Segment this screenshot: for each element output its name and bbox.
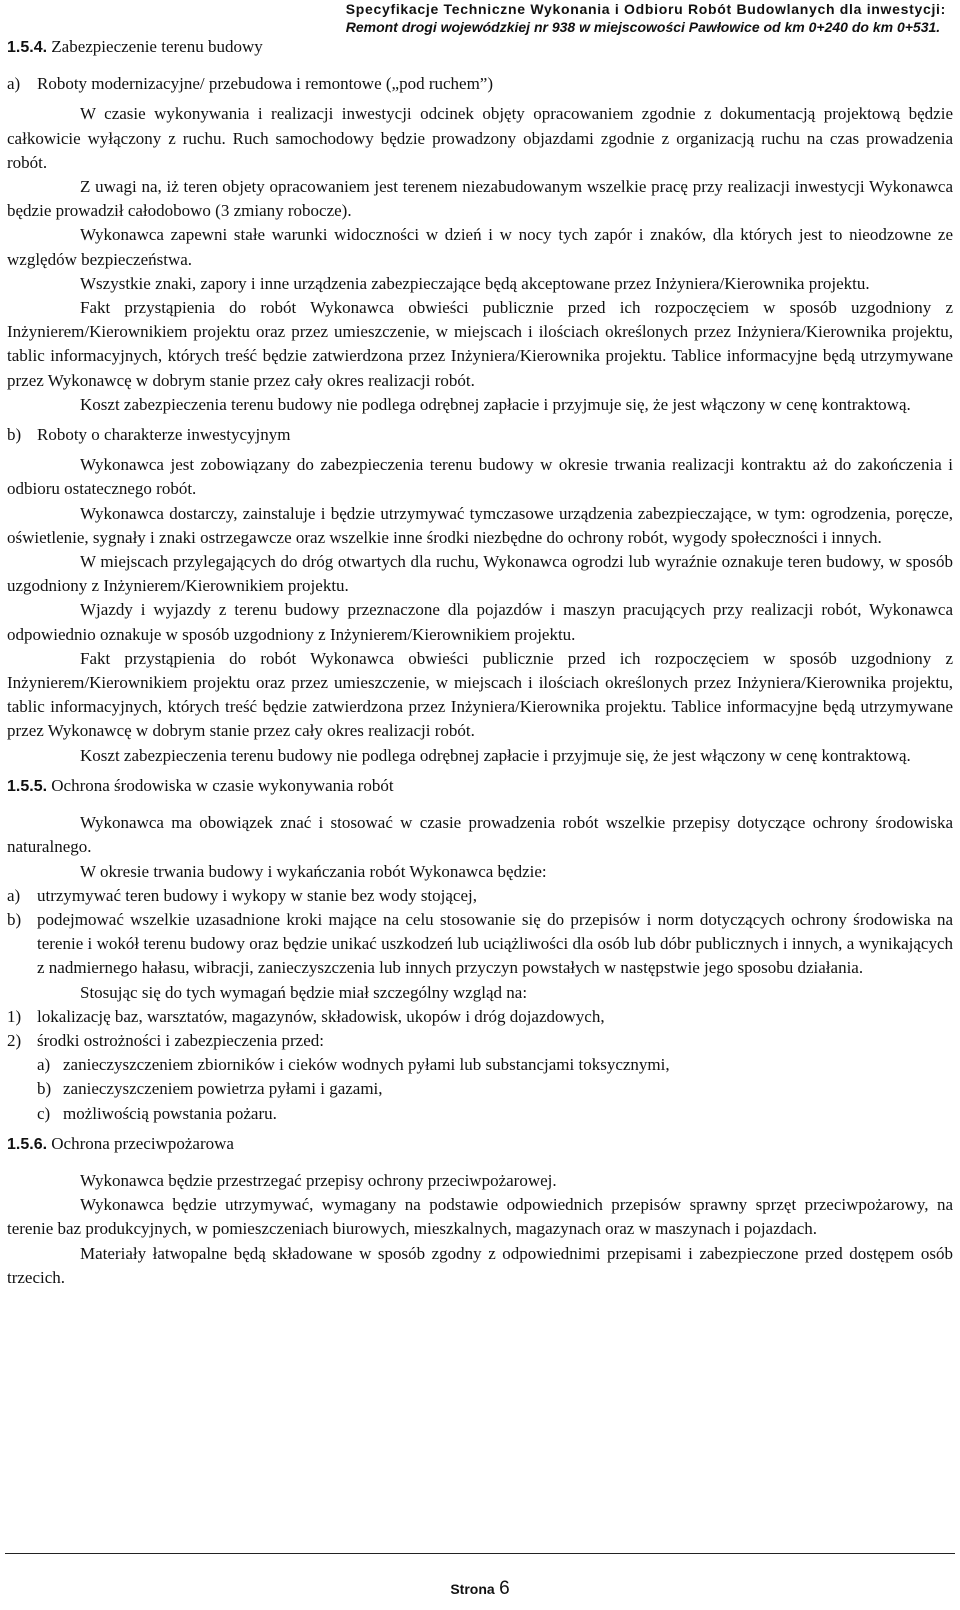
list-item bbox=[7, 884, 953, 908]
list-marker: 2) bbox=[7, 1030, 22, 1050]
subsection-title: Roboty o charakterze inwestycyjnym bbox=[37, 425, 291, 445]
list-marker: c) bbox=[37, 1103, 51, 1123]
paragraph: W okresie trwania budowy i wykańczania robót Wykonawca będzie: bbox=[80, 861, 547, 881]
list-marker: a) bbox=[7, 885, 21, 905]
header-title: Specyfikacje Techniczne Wykonania i Odbioru Robót Budowlanych dla inwestycji: bbox=[345, 1, 946, 17]
list-marker: b) bbox=[7, 425, 22, 445]
header-subtitle: Remont drogi wojewódzkiej nr 938 w miejscowości Pawłowice od km 0+240 do km 0+531. bbox=[345, 19, 941, 35]
sub-list-item bbox=[7, 1053, 953, 1077]
page-footer bbox=[0, 1578, 960, 1600]
paragraph: Wykonawca będzie utrzymywać, wymagany na podstawie odpowiednich przepisów sprawny sprzęt przeciwpożarowy, na terenie baz produkcyjnych, w pomieszczeniach biurowych, mieszkalnych, magazynach oraz w maszynach i pojazdach. bbox=[7, 1195, 953, 1239]
running-header bbox=[346, 0, 946, 36]
sub-list-item bbox=[7, 1102, 953, 1126]
footer-divider bbox=[5, 1553, 955, 1554]
paragraph: Materiały łatwopalne będą składowane w sposób zgodny z odpowiednimi przepisami i zabezpieczone przed dostępem osób trzecich. bbox=[7, 1243, 953, 1287]
section-heading-1-5-6 bbox=[7, 1132, 953, 1157]
subsection-heading-b bbox=[7, 423, 953, 447]
paragraph: Wszystkie znaki, zapory i inne urządzenia zabezpieczające będą akceptowane przez Inżyniera/Kierownika projektu. bbox=[80, 273, 870, 293]
list-marker: a) bbox=[37, 1055, 51, 1075]
paragraph: Wykonawca ma obowiązek znać i stosować w czasie prowadzenia robót wszelkie przepisy dotyczące ochrony środowiska naturalnego. bbox=[7, 813, 953, 857]
paragraph: Wykonawca zapewni stałe warunki widoczności w dzień i w nocy tych zapór i znaków, dla których jest to nieodzowne ze względów bezpieczeństwa. bbox=[7, 225, 953, 269]
section-number: 1.5.4. bbox=[7, 39, 48, 56]
list-item-text: lokalizację baz, warsztatów, magazynów, składowisk, ukopów i dróg dojazdowych, bbox=[37, 1006, 605, 1026]
section-title: Ochrona przeciwpożarowa bbox=[51, 1133, 234, 1153]
subsection-title: Roboty modernizacyjne/ przebudowa i remontowe („pod ruchem”) bbox=[37, 74, 494, 94]
paragraph: W miejscach przylegających do dróg otwartych dla ruchu, Wykonawca ogrodzi lub wyraźnie oznakuje teren budowy, w sposób uzgodniony z Inżynierem/Kierownikiem projektu. bbox=[7, 552, 953, 596]
subsection-heading-a bbox=[7, 72, 953, 96]
list-item bbox=[7, 1029, 953, 1053]
paragraph: Fakt przystąpienia do robót Wykonawca obwieści publicznie przed ich rozpoczęciem w sposób uzgodniony z Inżynierem/Kierownikiem projektu oraz przez umieszczenie, w miejscach i ilościach określonych przez Inżyniera/Kierownika projektu, tablic informacyjnych, których treść będzie zatwierdzona przez Inżyniera/Kierownika projektu. Tablice informacyjne będą utrzymywane przez Wykonawcę w dobrym stanie przez cały okres realizacji robót. bbox=[7, 648, 953, 741]
list-item-text: możliwością powstania pożaru. bbox=[63, 1103, 277, 1123]
paragraph: Wykonawca jest zobowiązany do zabezpieczenia terenu budowy w okresie trwania realizacji kontraktu aż do zakończenia i odbioru ostatecznego robót. bbox=[7, 455, 953, 499]
sub-list-item bbox=[7, 1077, 953, 1101]
section-heading-1-5-4 bbox=[7, 35, 953, 60]
section-title: Zabezpieczenie terenu budowy bbox=[51, 37, 263, 56]
list-item-text: zanieczyszczeniem zbiorników i cieków wodnych pyłami lub substancjami toksycznymi, bbox=[63, 1055, 670, 1075]
paragraph: Wykonawca będzie przestrzegać przepisy ochrony przeciwpożarowej. bbox=[80, 1170, 557, 1190]
section-number: 1.5.5. bbox=[7, 777, 48, 795]
paragraph: W czasie wykonywania i realizacji inwestycji odcinek objęty opracowaniem zgodnie z dokumentacją projektową będzie całkowicie wyłączony z ruchu. Ruch samochodowy będzie prowadzony objazdami zgodnie z organizacją ruchu na czas prowadzenia robót. bbox=[7, 104, 953, 172]
list-marker: a) bbox=[7, 74, 21, 94]
page-number: 6 bbox=[499, 1578, 510, 1599]
paragraph: Fakt przystąpienia do robót Wykonawca obwieści publicznie przed ich rozpoczęciem w sposób uzgodniony z Inżynierem/Kierownikiem projektu oraz przez umieszczenie, w miejscach i ilościach określonych przez Inżyniera/Kierownika projektu, tablic informacyjnych, których treść będzie zatwierdzona przez Inżyniera/Kierownika projektu. Tablice informacyjne będą utrzymywane przez Wykonawcę w dobrym stanie przez cały okres realizacji robót. bbox=[7, 298, 953, 390]
paragraph: Stosując się do tych wymagań będzie miał szczególny wzgląd na: bbox=[80, 982, 528, 1002]
list-item bbox=[7, 1005, 953, 1029]
paragraph: Wykonawca dostarczy, zainstaluje i będzie utrzymywać tymczasowe urządzenia zabezpieczające, w tym: ogrodzenia, poręcze, oświetlenie, sygnały i znaki ostrzegawcze oraz wszelkie inne środki niezbędne do ochrony robót, wygody społeczności i innych. bbox=[7, 503, 953, 547]
list-marker: b) bbox=[7, 909, 22, 929]
list-item bbox=[7, 908, 953, 981]
document-body bbox=[7, 35, 953, 1290]
list-item-text: środki ostrożności i zabezpieczenia przed: bbox=[37, 1030, 324, 1050]
list-item-text: zanieczyszczeniem powietrza pyłami i gazami, bbox=[63, 1079, 383, 1099]
paragraph: Wjazdy i wyjazdy z terenu budowy przeznaczone dla pojazdów i maszyn pracujących przy realizacji robót, Wykonawca odpowiednio oznakuje w sposób uzgodniony z Inżynierem/Kierownikiem projektu. bbox=[7, 600, 953, 644]
list-item-text: podejmować wszelkie uzasadnione kroki mające na celu stosowanie się do przepisów i norm dotyczących ochrony środowiska na terenie i wokół terenu budowy oraz będzie unikać uszkodzeń lub uciążliwości dla osób lub dóbr publicznych i innych, a wynikających z nadmiernego hałasu, wibracji, zanieczyszczenia lub innych przyczyn powstałych w następstwie jego sposobu działania. bbox=[37, 909, 953, 978]
list-marker: 1) bbox=[7, 1006, 22, 1026]
section-number: 1.5.6. bbox=[7, 1135, 48, 1153]
list-item-text: utrzymywać teren budowy i wykopy w stanie bez wody stojącej, bbox=[37, 885, 477, 905]
section-title: Ochrona środowiska w czasie wykonywania robót bbox=[51, 775, 394, 795]
paragraph: Koszt zabezpieczenia terenu budowy nie podlega odrębnej zapłacie i przyjmuje się, że jest włączony w cenę kontraktową. bbox=[80, 745, 911, 765]
list-marker: b) bbox=[37, 1079, 52, 1099]
page-label: Strona bbox=[450, 1581, 495, 1597]
paragraph: Koszt zabezpieczenia terenu budowy nie podlega odrębnej zapłacie i przyjmuje się, że jest włączony w cenę kontraktową. bbox=[80, 394, 911, 414]
section-heading-1-5-5 bbox=[7, 774, 953, 799]
paragraph: Z uwagi na, iż teren objety opracowaniem jest terenem niezabudowanym wszelkie pracę przy realizacji inwestycji Wykonawca będzie prowadził całodobowo (3 zmiany robocze). bbox=[7, 177, 953, 221]
